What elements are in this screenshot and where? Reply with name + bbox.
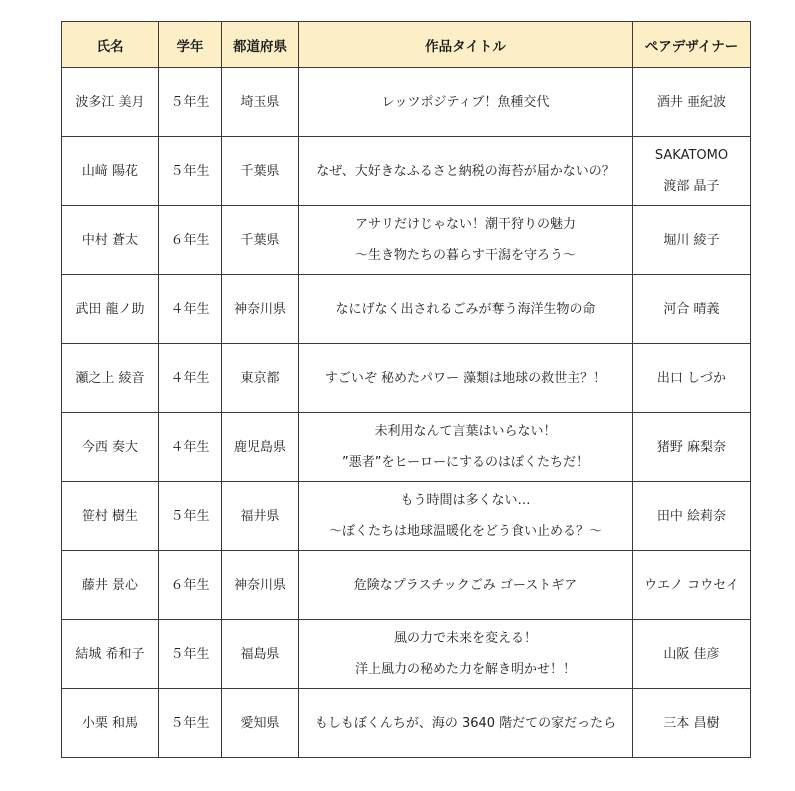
- work-title-cell: [299, 344, 633, 413]
- grade-cell: ５年生: [159, 620, 222, 689]
- pair-designer-cell: [633, 482, 751, 551]
- work-title-cell-line: ”悪者”をヒーローにするのはぼくたちだ！: [342, 455, 589, 470]
- pair-designer-cell-line: 三本 昌樹: [663, 715, 720, 731]
- student-name-cell: 藤井 景心: [62, 551, 159, 620]
- table-row: [62, 206, 751, 275]
- header-row: [62, 22, 751, 68]
- grade-cell: ４年生: [159, 413, 222, 482]
- participants-table: [61, 21, 751, 758]
- table-row: [62, 344, 751, 413]
- header-name: 氏名: [62, 22, 159, 68]
- pair-designer-cell-line: 山阪 佳彦: [663, 646, 720, 662]
- table-row: [62, 482, 751, 551]
- work-title-cell-line: 洋上風力の秘めた力を解き明かせ！！: [354, 662, 576, 677]
- grade-cell: ５年生: [159, 482, 222, 551]
- table-row: [62, 137, 751, 206]
- pair-designer-cell: [633, 689, 751, 758]
- pair-designer-cell-line: 堀川 綾子: [663, 232, 720, 248]
- pair-designer-cell-line: 酒井 亜紀波: [656, 94, 727, 110]
- work-title-cell-line: レッツポジティブ！魚種交代: [381, 94, 550, 110]
- table-header: [62, 22, 751, 68]
- pair-designer-cell: [633, 620, 751, 689]
- table-row: [62, 620, 751, 689]
- work-title-cell-line: なぜ、大好きなふるさと納税の海苔が届かないの？: [316, 163, 615, 179]
- prefecture-cell: 千葉県: [222, 206, 299, 275]
- work-title-cell-line: ～ぼくたちは地球温暖化をどう食い止める？～: [328, 524, 602, 539]
- prefecture-cell: 福島県: [222, 620, 299, 689]
- grade-cell: ５年生: [159, 68, 222, 137]
- grade-cell: ５年生: [159, 137, 222, 206]
- prefecture-cell: 東京都: [222, 344, 299, 413]
- work-title-cell: [299, 137, 633, 206]
- pair-designer-cell-line: 出口 しづか: [656, 370, 727, 386]
- header-title: 作品タイトル: [299, 22, 633, 68]
- student-name-cell: 山﨑 陽花: [62, 137, 159, 206]
- student-name-cell: 笹村 樹生: [62, 482, 159, 551]
- student-name-cell: 瀬之上 綾音: [62, 344, 159, 413]
- student-name-cell: 小栗 和馬: [62, 689, 159, 758]
- work-title-cell-line: なにげなく出されるごみが奪う海洋生物の命: [335, 301, 596, 317]
- work-title-cell: [299, 551, 633, 620]
- work-title-cell: [299, 482, 633, 551]
- work-title-cell-line: すごいぞ 秘めたパワー 藻類は地球の救世主？！: [324, 370, 607, 386]
- table-row: [62, 68, 751, 137]
- work-title-cell: [299, 413, 633, 482]
- pair-designer-cell-line: 渡部 晶子: [663, 179, 720, 194]
- student-name-cell: 武田 龍ノ助: [62, 275, 159, 344]
- work-title-cell: [299, 68, 633, 137]
- table-body: [62, 68, 751, 758]
- grade-cell: ６年生: [159, 206, 222, 275]
- pair-designer-cell: [633, 551, 751, 620]
- prefecture-cell: 神奈川県: [222, 275, 299, 344]
- student-name-cell: 中村 蒼太: [62, 206, 159, 275]
- pair-designer-cell: [633, 206, 751, 275]
- pair-designer-cell-line: SAKATOMO: [654, 148, 729, 163]
- pair-designer-cell: [633, 344, 751, 413]
- table-row: [62, 689, 751, 758]
- pair-designer-cell-line: ウエノ コウセイ: [644, 577, 739, 593]
- header-grade: 学年: [159, 22, 222, 68]
- work-title-cell-line: もしもぼくんちが、海の 3640 階だての家だったら: [314, 715, 617, 731]
- grade-cell: ４年生: [159, 275, 222, 344]
- pair-designer-cell: [633, 413, 751, 482]
- pair-designer-cell-line: 猪野 麻梨奈: [656, 439, 727, 455]
- work-title-cell-line: アサリだけじゃない！潮干狩りの魅力: [354, 217, 576, 232]
- prefecture-cell: 埼玉県: [222, 68, 299, 137]
- student-name-cell: 波多江 美月: [62, 68, 159, 137]
- table-row: [62, 413, 751, 482]
- header-prefecture: 都道府県: [222, 22, 299, 68]
- work-title-cell: [299, 275, 633, 344]
- table-row: [62, 275, 751, 344]
- work-title-cell-line: 風の力で未来を変える！: [393, 631, 537, 646]
- student-name-cell: 今西 奏大: [62, 413, 159, 482]
- pair-designer-cell-line: 田中 絵莉奈: [656, 508, 727, 524]
- work-title-cell-line: ～生き物たちの暮らす干潟を守ろう～: [354, 248, 576, 263]
- prefecture-cell: 千葉県: [222, 137, 299, 206]
- student-name-cell: 結城 希和子: [62, 620, 159, 689]
- grade-cell: ６年生: [159, 551, 222, 620]
- pair-designer-cell: [633, 275, 751, 344]
- prefecture-cell: 愛知県: [222, 689, 299, 758]
- prefecture-cell: 鹿児島県: [222, 413, 299, 482]
- prefecture-cell: 福井県: [222, 482, 299, 551]
- pair-designer-cell: [633, 68, 751, 137]
- work-title-cell: [299, 620, 633, 689]
- work-title-cell-line: もう時間は多くない…: [400, 493, 531, 508]
- pair-designer-cell-line: 河合 晴義: [663, 301, 720, 317]
- table-row: [62, 551, 751, 620]
- header-designer: ペアデザイナー: [633, 22, 751, 68]
- grade-cell: ５年生: [159, 689, 222, 758]
- prefecture-cell: 神奈川県: [222, 551, 299, 620]
- work-title-cell-line: 危険なプラスチックごみ ゴーストギア: [353, 577, 578, 593]
- grade-cell: ４年生: [159, 344, 222, 413]
- work-title-cell-line: 未利用なんて言葉はいらない！: [374, 424, 557, 439]
- pair-designer-cell: [633, 137, 751, 206]
- work-title-cell: [299, 689, 633, 758]
- work-title-cell: [299, 206, 633, 275]
